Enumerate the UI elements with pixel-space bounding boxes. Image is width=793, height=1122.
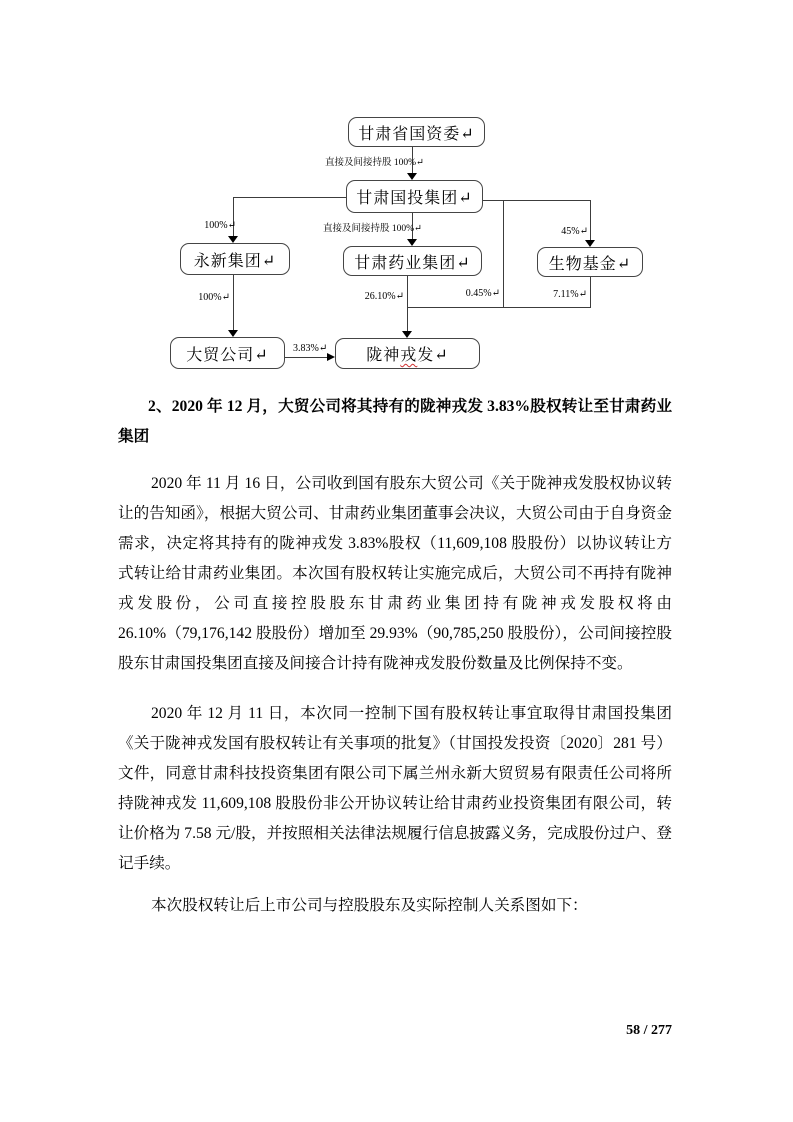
edge-label-guotou-longshen: 0.45%↵ — [465, 288, 500, 299]
arrowhead-into-damao — [228, 330, 238, 337]
arrowhead-into-longshen-left — [327, 353, 335, 361]
edge-label-yongxin-damao: 100%↵ — [198, 292, 230, 303]
arrowhead-into-pharma — [407, 239, 417, 246]
edge-label-guotou-pharma: 直接及间接持股 100%↵ — [323, 224, 422, 234]
connector-guotou-yongxin — [233, 197, 234, 237]
edge-label-guotou-biofund: 45%↵ — [561, 226, 588, 237]
node-guotou-group: 甘肃国投集团↵ — [346, 180, 483, 213]
connector-yongxin-damao — [233, 275, 234, 331]
connector-guotou-longshen-direct — [503, 200, 504, 307]
edge-label-damao-longshen: 3.83%↵ — [293, 343, 328, 354]
connector-bottom-horizontal — [407, 307, 591, 308]
arrowhead-into-yongxin — [228, 236, 238, 243]
node-pharma-group: 甘肃药业集团↵ — [343, 246, 482, 276]
connector-pharma-longshen — [407, 276, 408, 332]
arrowhead-into-guotou — [407, 173, 417, 180]
edge-label-biofund-longshen: 7.11%↵ — [553, 289, 587, 300]
connector-guotou-right-horizontal — [483, 200, 590, 201]
node-damao-company: 大贸公司↵ — [170, 337, 285, 369]
arrowhead-into-biofund — [585, 240, 595, 247]
connector-damao-longshen — [285, 357, 328, 358]
connector-guotou-biofund — [590, 200, 591, 240]
section-heading: 2、2020 年 12 月，大贸公司将其持有的陇神戎发 3.83%股权转让至甘肃药业集团 — [118, 398, 672, 445]
longshen-label-pre: 陇神 — [366, 347, 401, 364]
connector-biofund-down — [590, 277, 591, 307]
node-yongxin-group: 永新集团↵ — [180, 243, 290, 275]
paragraph-share-transfer-notice: 2020 年 11 月 16 日，公司收到国有股东大贸公司《关于陇神戎发股权协议转让的告知函》，根据大贸公司、甘肃药业集团董事会决议，大贸公司由于自身资金需求，决定将其持有的陇神戎发 3.83%股权（11,609,108 股股份）以协议转让方式转让给甘肃药业集团。本次国有股权转让实施完成后，大贸公司不再持有陇神戎发股份，公司直接控股股东甘肃药业集团持有陇神戎发股权将由 26.10%（79,176,142 股股份）增加至 29.93%（90,785,250 股股份），公司间接控股股东甘肃国投集团直接及间接合计持有陇神戎发股份数量及比例保持不变。 — [118, 475, 672, 672]
node-bio-fund: 生物基金↵ — [537, 247, 643, 277]
page-number: 58 / 277 — [626, 1023, 672, 1038]
node-longshen — [335, 338, 480, 369]
edge-label-sasac-guotou: 直接及间接持股 100%↵ — [325, 158, 424, 168]
paragraph-approval-document: 2020 年 12 月 11 日，本次同一控制下国有股权转让事宜取得甘肃国投集团《关于陇神戎发国有股权转让有关事项的批复》（甘国投发投资〔2020〕281 号）文件，同意甘肃科技投资集团有限公司下属兰州永新大贸贸易有限责任公司将所持陇神戎发 11,609,108 股股份非公开协议转让给甘肃药业投资集团有限公司，转让价格为 7.58 元/股，并按照相关法律法规履行信息披露义务，完成股份过户、登记手续。 — [118, 705, 673, 872]
longshen-label-post: 发↵ — [417, 347, 449, 364]
edge-label-guotou-yongxin: 100%↵ — [204, 220, 236, 231]
arrowhead-into-longshen-top — [402, 331, 412, 338]
paragraph-relationship-chart-intro: 本次股权转让后上市公司与控股股东及实际控制人关系图如下： — [151, 897, 588, 914]
node-provincial-sasac: 甘肃省国资委↵ — [348, 117, 485, 147]
connector-guotou-left-horizontal — [233, 197, 346, 198]
longshen-label-wavy: 戎 — [400, 347, 418, 364]
edge-label-pharma-longshen: 26.10%↵ — [364, 291, 404, 302]
